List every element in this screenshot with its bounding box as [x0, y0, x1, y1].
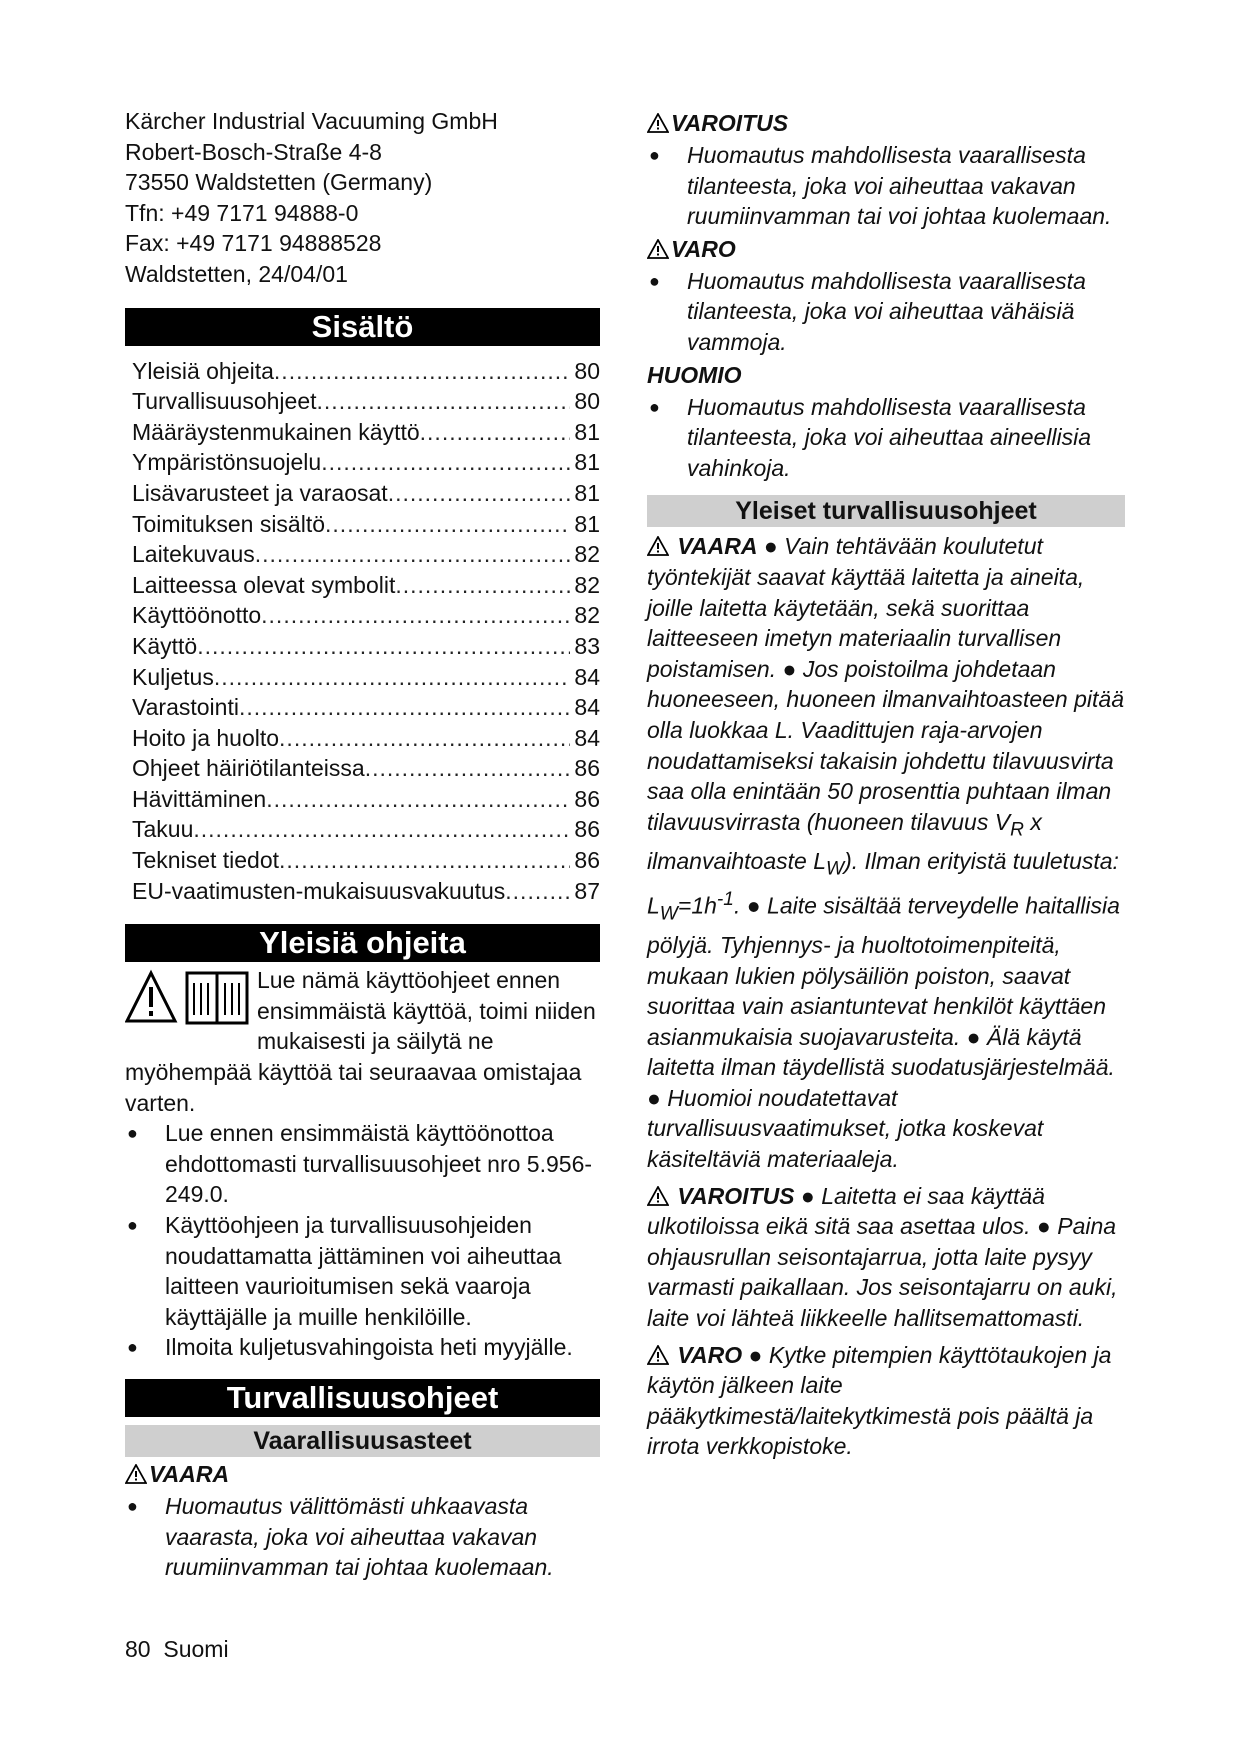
toc-leader-dots [505, 876, 570, 907]
toc-entry-title: Kuljetus [132, 663, 214, 690]
toc-leader-dots [193, 814, 570, 845]
toc-entry-title: Hoito ja huolto [132, 724, 280, 751]
toc-entry-page: 81 [574, 479, 600, 506]
hazard-level-desc [647, 392, 1125, 484]
toc-entry-page: 86 [574, 847, 600, 874]
toc-entry [132, 356, 600, 387]
toc-entry [132, 447, 600, 478]
toc-entry-page: 86 [574, 816, 600, 843]
address-line: Tfn: +49 7171 94888-0 [125, 199, 359, 226]
toc-entry-page: 87 [574, 877, 600, 904]
toc-entry-title: Varastointi [132, 694, 239, 721]
toc-entry-title: Takuu [132, 816, 194, 843]
toc-entry-title: Määräystenmukainen käyttö [132, 418, 420, 445]
toc-heading: Sisältö [125, 308, 600, 346]
toc-entry-page: 86 [574, 755, 600, 782]
toc-entry-page: 84 [574, 663, 600, 690]
toc-entry [132, 723, 600, 754]
safety-heading: Turvallisuusohjeet [125, 1379, 600, 1417]
toc-entry-title: Yleisiä ohjeita [132, 357, 274, 384]
toc-entry-page: 84 [574, 694, 600, 721]
toc-entry [132, 509, 600, 540]
toc-entry-page: 81 [574, 449, 600, 476]
vaara-text: x ilmanvaihtoaste L [647, 808, 1042, 874]
toc-entry-page: 80 [574, 388, 600, 415]
vaara-text: ). Ilman erityistä tuuletusta: L [647, 847, 1119, 919]
address-line: Waldstetten, 24/04/01 [125, 260, 348, 287]
toc-leader-dots [279, 723, 570, 754]
toc-entry [132, 876, 600, 907]
toc-leader-dots [255, 539, 571, 570]
toc-entry [132, 662, 600, 693]
vaara-text: Vain tehtävään koulutetut työntekijät saavat käyttää laitetta ja aineita, joille laitetta käytetään, sekä suorittaa laitteeseen imetyn materiaalin turvallisen poistamisen. [647, 533, 1085, 682]
hazard-level-label [647, 358, 1125, 392]
page-footer [125, 1636, 229, 1663]
hazard-level-name: VAARA [149, 1460, 230, 1487]
toc-entry [132, 845, 600, 876]
general-bullet-list [125, 1118, 600, 1363]
hazard-level-name: HUOMIO [647, 361, 742, 388]
toc-entry-page: 83 [574, 632, 600, 659]
toc-entry-title: Ympäristönsuojelu [132, 449, 322, 476]
varo-label: VARO [677, 1341, 743, 1368]
toc-entry-title: Laitteessa olevat symbolit [132, 571, 396, 598]
list-item: ● Huomautus mahdollisesta vaarallisesta tilanteesta, joka voi aiheuttaa vähäisiä vammoja. [647, 266, 1125, 358]
page-number: 80 [125, 1636, 151, 1662]
toc-entry [132, 631, 600, 662]
address-line: Fax: +49 7171 94888528 [125, 230, 382, 257]
address-line: Robert-Bosch-Straße 4-8 [125, 138, 382, 165]
warning-triangle-icon [125, 1464, 147, 1484]
list-item: ● Lue ennen ensimmäistä käyttöönottoa ehdottomasti turvallisuusohjeet nro 5.956-249.0. [125, 1118, 600, 1210]
toc-entry-title: Lisävarusteet ja varaosat [132, 479, 388, 506]
varoitus-text: Paina ohjausrullan seisontajarrua, jotta laite pysyy varmasti paikallaan. Jos seisontajarru on auki, laite voi lähteä liikkeelle hallitsemattomasti. [647, 1213, 1118, 1332]
toc-entry [132, 753, 600, 784]
hazard-level-desc [647, 266, 1125, 358]
toc-entry-page: 82 [574, 571, 600, 598]
list-item: ● Huomautus mahdollisesta vaarallisesta tilanteesta, joka voi aiheuttaa aineellisia vahinkoja. [647, 392, 1125, 484]
vaara-text: . [733, 892, 741, 919]
toc-leader-dots [239, 692, 570, 723]
subscript: W [826, 858, 845, 880]
vaara-text: Jos poistoilma johdetaan huoneeseen, huoneen ilmanvaihtoasteen pitää olla luokkaa L. Vaadittujen raja-arvojen noudattamiseksi takaisin johdettu tilavuusvirta saa olla enintään 50 prosenttia puhtaan ilman tilavuusvirrasta (huoneen tilavuus V [647, 655, 1124, 835]
address-line: Kärcher Industrial Vacuuming GmbH [125, 108, 498, 134]
toc-entry-title: EU-vaatimusten-mukaisuusvakuutus [132, 877, 506, 904]
subscript: R [1010, 819, 1024, 841]
toc-entry [132, 417, 600, 448]
toc-entry-title: Ohjeet häiriötilanteissa [132, 755, 365, 782]
toc-leader-dots [266, 784, 570, 815]
list-item: ● Huomautus välittömästi uhkaavasta vaarasta, joka voi aiheuttaa vakavan ruumiinvamman tai johtaa kuolemaan. [125, 1491, 600, 1583]
superscript: -1 [716, 889, 734, 911]
toc-entry-page: 81 [574, 418, 600, 445]
vaara-text: Huomioi noudatettavat turvallisuusvaatimukset, jotka koskevat käsiteltäviä materiaaleja. [647, 1084, 1044, 1173]
hazard-level-desc [125, 1491, 600, 1583]
list-item: ● Ilmoita kuljetusvahingoista heti myyjälle. [125, 1332, 600, 1363]
toc-entry [132, 386, 600, 417]
list-item: ● Huomautus mahdollisesta vaarallisesta tilanteesta, joka voi aiheuttaa vakavan ruumiinvamman tai voi johtaa kuolemaan. [647, 140, 1125, 232]
toc-entry-page: 80 [574, 357, 600, 384]
toc-leader-dots [214, 662, 571, 693]
toc-entry-page: 82 [574, 602, 600, 629]
toc-leader-dots [321, 447, 570, 478]
toc-leader-dots [395, 570, 570, 601]
toc-entry [132, 478, 600, 509]
varoitus-text: Laitetta ei saa käyttää ulkotiloissa eikä sitä saa asettaa ulos. [647, 1182, 1045, 1240]
toc-entry [132, 692, 600, 723]
toc-leader-dots [274, 356, 570, 387]
warning-triangle-icon [647, 1186, 669, 1206]
toc-entry [132, 570, 600, 601]
manufacturer-address [125, 106, 600, 290]
toc-entry-title: Hävittäminen [132, 785, 267, 812]
general-intro-text: Lue nämä käyttöohjeet ennen ensimmäistä käyttöä, toimi niiden mukaisesti ja säilytä ne myöhempää käyttöä tai seuraavaa omistajaa varten. [125, 967, 596, 1116]
footer-language: Suomi [163, 1636, 229, 1662]
toc-entry [132, 600, 600, 631]
vaara-text: Laite sisältää terveydelle haitallisia pölyjä. Tyhjennys- ja huoltotoimenpiteitä, mukaan lukien pölysäiliön poiston, saavat suorittaa vain asiantuntevat henkilöt käyttäen asianmukaisia suojavarusteita. [647, 892, 1120, 1050]
warning-triangle-icon [647, 536, 669, 556]
warning-triangle-icon [647, 1345, 669, 1365]
right-column [647, 106, 1125, 1462]
subscript: W [659, 903, 678, 925]
address-line: 73550 Waldstetten (Germany) [125, 169, 433, 196]
toc-entry-title: Turvallisuusohjeet [132, 388, 317, 415]
varo-text: Kytke pitempien käyttötaukojen ja käytön jälkeen laite pääkytkimestä/laitekytkimestä pois päältä ja irrota verkkopistoke. [647, 1341, 1112, 1460]
toc-leader-dots [388, 478, 571, 509]
hazard-level-label [125, 1457, 600, 1491]
hazard-level-label [647, 106, 1125, 140]
table-of-contents [132, 356, 600, 907]
varoitus-label: VAROITUS [677, 1182, 795, 1209]
toc-leader-dots [279, 845, 570, 876]
toc-entry-title: Tekniset tiedot [132, 847, 280, 874]
left-column [125, 106, 600, 1583]
hazard-level-name: VARO [671, 235, 736, 262]
toc-entry-page: 81 [574, 510, 600, 537]
toc-leader-dots [325, 509, 570, 540]
general-instructions-heading: Yleisiä ohjeita [125, 924, 600, 962]
hazard-levels-heading: Vaarallisuusasteet [125, 1425, 600, 1457]
warning-triangle-icon [647, 113, 669, 133]
toc-entry-title: Käyttö [132, 632, 198, 659]
toc-entry [132, 539, 600, 570]
toc-leader-dots [365, 753, 571, 784]
vaara-text: =1h [677, 892, 717, 919]
toc-entry-page: 84 [574, 724, 600, 751]
general-intro [125, 965, 600, 1118]
list-item: ● Käyttöohjeen ja turvallisuusohjeiden noudattamatta jättäminen voi aiheuttaa laitteen vaurioitumisen sekä vaaroja käyttäjälle ja muille henkilöille. [125, 1210, 600, 1332]
toc-leader-dots [197, 631, 570, 662]
varo-paragraph: VARO ● Kytke pitempien käyttötaukojen ja käytön jälkeen laite pääkytkimestä/laitekytkimestä pois päältä ja irrota verkkopistoke. [647, 1341, 1112, 1460]
general-safety-heading: Yleiset turvallisuusohjeet [647, 495, 1125, 527]
toc-entry-title: Toimituksen sisältö [132, 510, 326, 537]
vaara-label: VAARA [677, 533, 758, 560]
toc-entry-title: Laitekuvaus [132, 541, 255, 568]
hazard-level-label [647, 232, 1125, 266]
hazard-level-name: VAROITUS [671, 110, 789, 136]
toc-leader-dots [317, 386, 571, 417]
toc-entry-page: 86 [574, 785, 600, 812]
varoitus-paragraph: VAROITUS ● Laitetta ei saa käyttää ulkotiloissa eikä sitä saa asettaa ulos. ● Paina ohjausrullan seisontajarrua, jotta laite pysyy varmasti paikallaan. Jos seisontajarru on auki, laite voi lähteä liikkeelle hallitsemattomasti. [647, 1182, 1118, 1332]
vaara-paragraph: VAARA ● Vain tehtävään koulutetut työntekijät saavat käyttää laitetta ja aineita, joille laitetta käytetään, sekä suorittaa laitteeseen imetyn materiaalin turvallisen poistamisen. ● Jos poistoilma johdetaan huoneeseen, huoneen ilmanvaihtoasteen pitää olla luokkaa L. Vaadittujen raja-arvojen noudattamiseksi takaisin johdettu tilavuusvirta saa olla enintään 50 prosenttia puhtaan ilman tilavuusvirrasta (huoneen tilavuus $V_R$ x ilmanvaihtoaste $L_W$). Ilman erityistä tuuletusta: $L_W=1h^{-1}$. ● Laite sisältää terveydelle haitallisia pölyjä. Tyhjennys- ja huoltotoimenpiteitä, mukaan lukien pölysäiliön poiston, saavat suorittaa vain asiantuntevat henkilöt käyttäen asianmukaisia suojavarusteita. ● Älä käytä laitetta ilman täydellistä suodatusjärjestelmää. ● Huomioi noudatettavat turvallisuusvaatimukset, jotka koskevat käsiteltäviä materiaaleja. [647, 533, 1124, 1173]
toc-leader-dots [261, 600, 570, 631]
toc-entry [132, 814, 600, 845]
warning-triangle-icon [647, 239, 669, 259]
toc-entry [132, 784, 600, 815]
toc-entry-page: 82 [574, 541, 600, 568]
vaara-text: Älä käytä laitetta ilman täydellistä suodatusjärjestelmää. [647, 1023, 1115, 1081]
warning-manual-icon [125, 969, 253, 1027]
toc-entry-title: Käyttöönotto [132, 602, 262, 629]
toc-leader-dots [420, 417, 571, 448]
hazard-level-desc [647, 140, 1125, 232]
